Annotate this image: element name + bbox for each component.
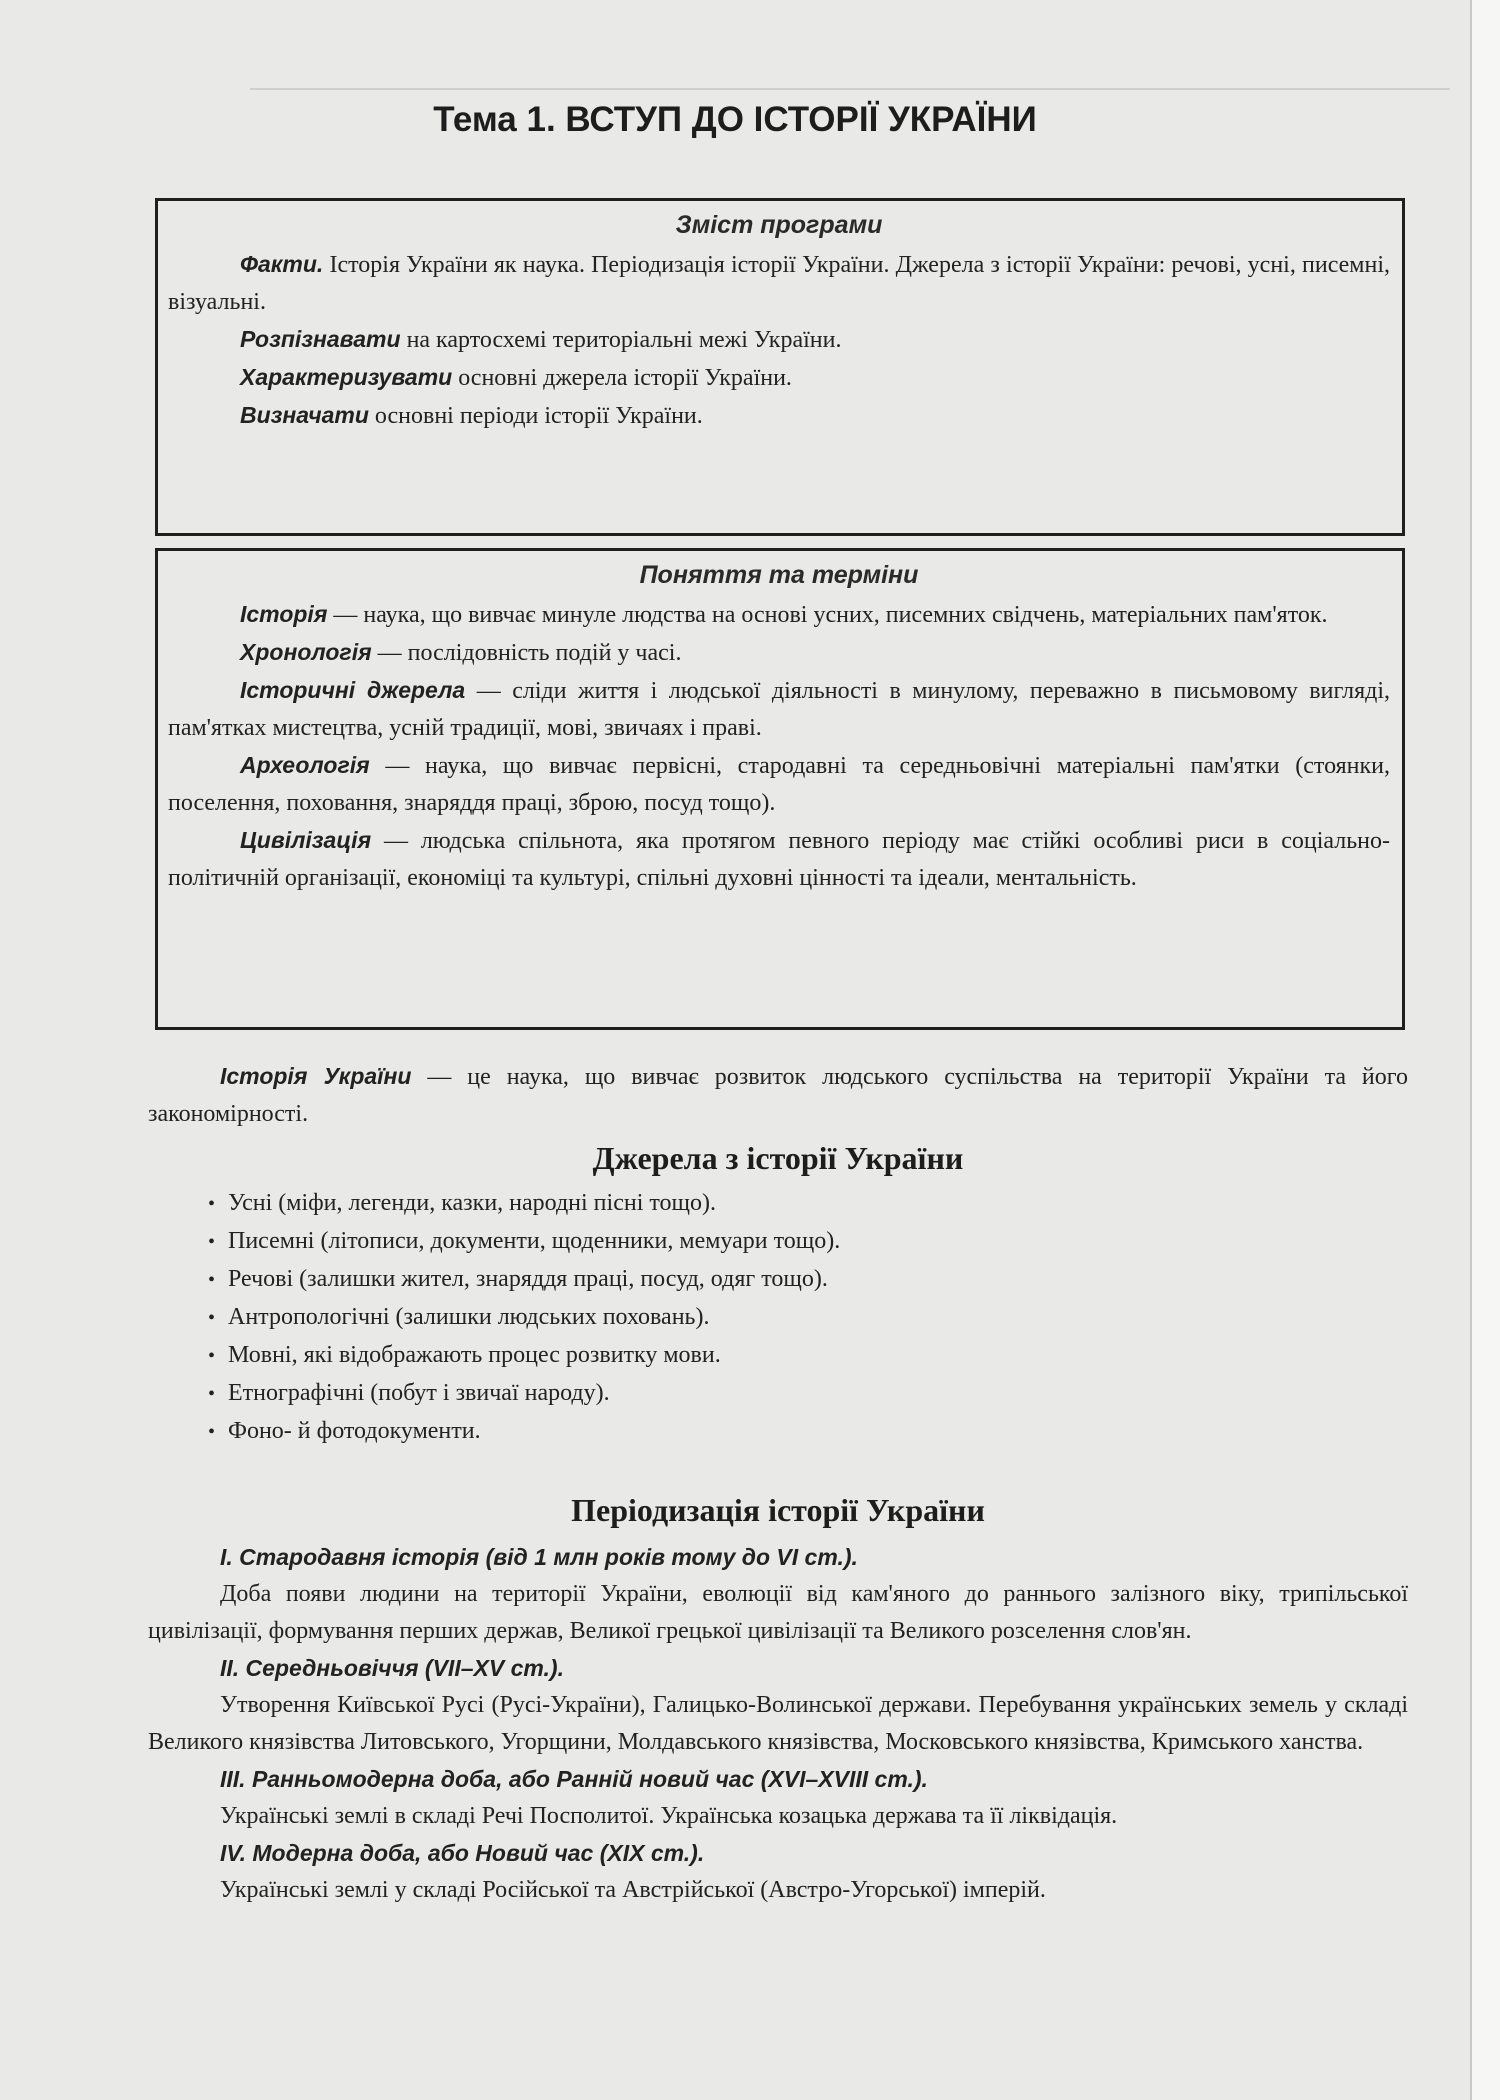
list-item: • Антропологічні (залишки людських поховань). bbox=[208, 1299, 1408, 1337]
list-item: • Етнографічні (побут і звичаї народу). bbox=[208, 1375, 1408, 1413]
program-heading: Зміст програми bbox=[675, 211, 883, 239]
list-item: • Мовні, які відображають процес розвитку мови. bbox=[208, 1337, 1408, 1375]
program-item-characterize bbox=[168, 359, 1390, 397]
period-text: Утворення Київської Русі (Русі-України), Галицько-Волинської держави. Перебування українських земель у складі Великого князівства Литовського, Угорщини, Молдавського князівства, Московського князівства, Кримського ханства. bbox=[148, 1692, 1408, 1755]
period-text: Доба появи людини на території України, еволюції від кам'яного до раннього залізного віку, трипільської цивілізації, формування перших держав, Великої грецької цивілізації та Великого розселення слов'ян. bbox=[148, 1581, 1408, 1644]
definition-text: — це наука, що вивчає розвиток людського суспільства на території України та його закономірності. bbox=[148, 1064, 1408, 1127]
concept-history bbox=[168, 596, 1390, 634]
concept-text: — наука, що вивчає первісні, стародавні та середньовічні матеріальні пам'ятки (стоянки, поселення, поховання, знаряддя праці, зброю, посуд тощо). bbox=[168, 753, 1390, 816]
program-term: Характеризувати bbox=[240, 364, 453, 390]
period-text: Українські землі у складі Російської та Австрійської (Австро-Угорської) імперій. bbox=[220, 1877, 1046, 1903]
period-title: I. Стародавня історія (від 1 млн років тому до VI ст.). bbox=[220, 1544, 858, 1570]
definition-term: Історія України bbox=[220, 1063, 412, 1089]
list-item: • Усні (міфи, легенди, казки, народні пісні тощо). bbox=[208, 1185, 1408, 1223]
concept-civilization bbox=[168, 822, 1390, 897]
concepts-heading: Поняття та терміни bbox=[639, 561, 919, 589]
periods-heading: Періодизація історії України bbox=[571, 1492, 985, 1528]
period-text: Українські землі в складі Речі Посполитої. Українська козацька держава та її ліквідація. bbox=[220, 1803, 1118, 1829]
concept-chronology bbox=[168, 634, 1390, 672]
bleed-through-line bbox=[250, 88, 1450, 90]
page-title: Тема 1. ВСТУП ДО ІСТОРІЇ УКРАЇНИ bbox=[433, 100, 1037, 139]
program-text: на картосхемі територіальні межі України. bbox=[400, 327, 842, 353]
concept-text: — наука, що вивчає минуле людства на основі усних, писемних свідчень, матеріальних пам'яток. bbox=[327, 602, 1328, 628]
period-title: III. Ранньомодерна доба, або Ранній новий час (XVI–XVIII ст.). bbox=[220, 1766, 928, 1792]
sources-section bbox=[148, 1140, 1408, 1451]
program-term: Розпізнавати bbox=[240, 326, 401, 352]
list-item: • Фоно- й фотодокументи. bbox=[208, 1413, 1408, 1451]
program-text: Історія України як наука. Періодизація історії України. Джерела з історії України: речові, усні, писемні, візуальні. bbox=[168, 252, 1390, 315]
program-item-determine bbox=[168, 397, 1390, 435]
concept-term: Історичні джерела bbox=[240, 677, 466, 703]
program-text: основні періоди історії України. bbox=[368, 403, 703, 429]
definition-paragraph bbox=[148, 1058, 1408, 1133]
concept-term: Історія bbox=[240, 601, 328, 627]
list-item: • Речові (залишки жител, знаряддя праці, посуд, одяг тощо). bbox=[208, 1261, 1408, 1299]
concept-sources bbox=[168, 672, 1390, 747]
concept-term: Хронологія bbox=[240, 639, 372, 665]
concept-text: — людська спільнота, яка протягом певного періоду має стійкі особливі риси в соціально-політичній організації, економіці та культурі, спільні духовні цінності та ідеали, ментальність. bbox=[168, 828, 1390, 891]
concept-text: — послідовність подій у часі. bbox=[371, 640, 682, 666]
period-title: II. Середньовіччя (VII–XV ст.). bbox=[220, 1655, 564, 1681]
program-item-recognize bbox=[168, 321, 1390, 359]
periods-section bbox=[148, 1492, 1408, 1909]
concept-text: — сліди життя і людської діяльності в минулому, переважно в письмовому вигляді, пам'ятках мистецтва, усній традиції, мові, звичаях і праві. bbox=[168, 678, 1390, 741]
list-item: • Писемні (літописи, документи, щоденники, мемуари тощо). bbox=[208, 1223, 1408, 1261]
sources-list bbox=[148, 1185, 1408, 1451]
program-box bbox=[155, 198, 1405, 536]
period-title: IV. Модерна доба, або Новий час (XIX ст.). bbox=[220, 1840, 705, 1866]
concepts-box bbox=[155, 548, 1405, 1030]
concept-term: Цивілізація bbox=[240, 827, 372, 853]
sources-heading: Джерела з історії України bbox=[592, 1140, 964, 1176]
program-item-facts bbox=[168, 246, 1390, 321]
concept-archaeology bbox=[168, 747, 1390, 822]
program-term: Факти. bbox=[240, 251, 324, 277]
page-edge bbox=[1470, 0, 1500, 2100]
program-text: основні джерела історії України. bbox=[452, 365, 792, 391]
program-term: Визначати bbox=[240, 402, 369, 428]
definition-block bbox=[148, 1058, 1408, 1133]
concept-term: Археологія bbox=[240, 752, 370, 778]
